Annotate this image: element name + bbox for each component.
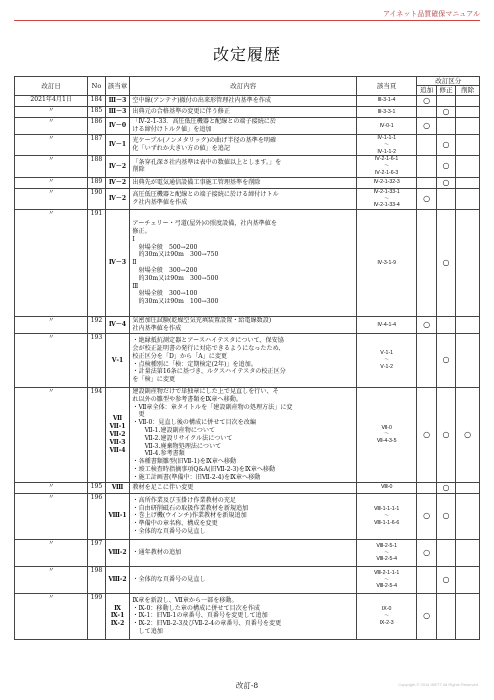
cell-content-line: ・全体的な頁番号の見直し [132,528,206,536]
cell-content-line: 化「いずれか大きい方の値」を追記 [132,145,230,153]
cell-content [130,118,357,135]
cell-page [356,593,416,639]
cell-add: ○ [417,593,436,639]
cell-content [130,493,357,539]
header-category: 改訂区分 [417,77,480,86]
cell-page-line: Ⅳ-1-1-1 [377,135,396,142]
cell-section: Ⅳ－0 [105,118,130,135]
table-row [15,135,480,156]
cell-content-line: Ⅰ [132,235,135,243]
cell-content-line: ・通年教材の追加 [132,548,182,556]
table-row [15,388,480,483]
cell-page-line: Ⅸ-0 [381,606,392,613]
cell-no: 186 [88,118,105,135]
cell-page-line: Ⅷ-0 [380,484,393,491]
cell-content-line: Ⅶ-1.建設副産物について [132,427,216,435]
cell-content-line: ・竣工検査時指摘事項Q&A(旧Ⅶ-2-3)をⅨ章へ移動 [132,466,276,474]
cell-page-line: Ⅳ-2-1-33-1 [373,188,400,195]
header-content: 改訂内容 [130,77,357,96]
cell-content-line: Ⅱ [132,259,137,267]
cell-delete [456,482,480,493]
cell-section: Ⅴ-1 [105,334,130,388]
table-row [15,177,480,188]
cell-content-line: 出典先が電気通信設備工事施工管理基準を削除 [132,178,261,186]
cell-page [356,118,416,135]
cell-content-line: 社内基準値を作成 [132,325,182,333]
cell-no: 192 [88,317,105,334]
cell-no: 193 [88,334,105,388]
cell-content-line: 光ケーブル(ノンメタリック)の曲げ半径の基準を明確 [132,137,277,145]
table-row [15,106,480,117]
cell-content-line: ・準備中の章名称、構成を変更 [132,520,218,528]
cell-date: 〃 [15,493,88,539]
cell-page-line: Ⅳ-2-1-6-3 [375,169,399,176]
cell-add: ○ [417,118,436,135]
cell-section: Ⅳ－1 [105,135,130,156]
cell-content [130,593,357,639]
cell-section: Ⅷ [105,482,130,493]
cell-page-line: ～ [384,195,390,202]
cell-content [130,334,357,388]
cell-no: 187 [88,135,105,156]
cell-content [130,95,357,106]
cell-no: 196 [88,493,105,539]
cell-content-line: 「Ⅳ-2-1-33．高圧低圧機器と配線との端子接続に於 [132,118,276,126]
cell-content-line: ・Ⅸ-2：旧Ⅶ-2-3及びⅦ-2-4の章番号、頁番号を変更 [132,620,282,628]
cell-page [356,188,416,209]
copyright: Copyright © 2014 INETT All Rights Reserved [398,682,478,687]
cell-modify [436,539,455,566]
cell-page [356,539,416,566]
cell-add [417,334,436,388]
cell-delete [456,493,480,539]
cell-page-line: Ⅳ-2-1-32-3 [373,179,400,186]
cell-date: 〃 [15,135,88,156]
cell-section: Ⅷ-1 [105,493,130,539]
cell-content-line: ・Ⅶ-0：見直し後の構成に併せて目次を改編 [132,419,256,427]
cell-page-line: Ⅳ-3-1-9 [377,259,396,266]
cell-delete [456,106,480,117]
cell-content-line: ・各種書類雛型(旧Ⅶ-1)をⅨ章へ移動 [132,458,237,466]
table-row [15,188,480,209]
cell-content-line: 空中線(アンテナ)撤付の出来形管理社内基準を作成 [132,96,271,104]
cell-content-line: 射場全般 300→200 [132,266,198,274]
cell-content-line: ・点検種別に「検：定期検定(2年)」を追加。 [132,360,257,368]
cell-modify: ○ [436,156,455,177]
cell-content-line: 修正。 [132,227,151,235]
cell-content-line: して追加 [132,628,163,636]
cell-modify [436,317,455,334]
cell-delete [456,177,480,188]
cell-page-line: Ⅳ-2-1-6-1 [375,156,399,163]
cell-content [130,317,357,334]
cell-no: 194 [88,388,105,483]
cell-no: 197 [88,539,105,566]
table-row [15,482,480,493]
cell-page-line: Ⅷ-2-5-4 [376,556,397,563]
cell-content-line: 的30m又は90m 100→300 [132,298,219,306]
cell-page-line: Ⅳ-2-1-33-4 [373,202,400,209]
cell-page [356,482,416,493]
page-title: 改定履歴 [212,45,281,64]
cell-add [417,210,436,317]
cell-date: 〃 [15,388,88,483]
cell-page-line: ～ [384,357,390,364]
cell-date: 〃 [15,156,88,177]
cell-content-line: 出典元の合格基準の変更に伴う修正 [132,108,230,116]
cell-content [130,135,357,156]
cell-add [417,156,436,177]
cell-content-line: Ⅲ [132,282,139,290]
cell-content-line: 教材を足こに伴い変更 [132,483,194,491]
cell-section: Ⅳ－3 [105,210,130,317]
cell-no: 191 [88,210,105,317]
cell-delete [456,539,480,566]
cell-modify [436,118,455,135]
table-body [15,95,480,639]
cell-page-line: Ⅷ-1-1-6-6 [374,519,400,526]
cell-page-line: Ⅸ-2-3 [379,619,394,626]
cell-page-line: Ⅷ-2-1-1-1 [374,569,400,576]
cell-content [130,566,357,593]
cell-content [130,188,357,209]
cell-content-line: 建設副産物だけで単独章にした上で見直しを行い、そ [132,388,279,396]
cell-page-line: ～ [384,431,390,438]
cell-page-line: Ⅳ-0-1 [379,122,394,129]
cell-content [130,156,357,177]
cell-add [417,106,436,117]
header-date: 改訂日 [15,77,88,96]
cell-no: 199 [88,593,105,639]
cell-page-line: ～ [384,163,390,170]
cell-date: 〃 [15,334,88,388]
cell-no: 188 [88,156,105,177]
revision-history-table [14,76,480,640]
cell-page [356,210,416,317]
cell-modify [436,188,455,209]
table-row [15,118,480,135]
cell-content-line: ク社内基準値を作成 [132,198,188,206]
cell-content-line: 気密加圧試験(乾燥空気充填装置設置・給電線数設) [132,317,272,325]
cell-delete [456,566,480,593]
cell-delete [456,118,480,135]
table-row [15,334,480,388]
cell-add: ○ [417,493,436,539]
header-rule [14,20,480,21]
cell-content-line: 射場全般 500→200 [132,243,198,251]
cell-modify: ○ [436,177,455,188]
cell-content-line: Ⅶ-2.建設リサイクル法について [132,434,233,442]
cell-delete [456,334,480,388]
cell-add [417,566,436,593]
cell-delete [456,95,480,106]
cell-modify: ○ [436,106,455,117]
cell-content-line: 「条穿孔深さ社内基準は表中の数値以上とします。」を [132,158,282,166]
cell-date: 〃 [15,188,88,209]
cell-page-line: Ⅴ-1-1 [380,350,394,357]
cell-modify [436,95,455,106]
cell-add [417,177,436,188]
cell-content-line: ・自由研削砥石の取扱作業教材を新規追加 [132,504,249,512]
cell-date: 〃 [15,317,88,334]
cell-content-line: ・Ⅸ-1：旧Ⅶ-1の章番号、頁番号を変更して追加 [132,612,268,620]
cell-add [417,135,436,156]
cell-section: Ⅸ Ⅸ-1 Ⅸ-2 [105,593,130,639]
cell-date: 〃 [15,210,88,317]
cell-content-line: れ以外の雛型や参考書類をⅨ章へ移動。 [132,395,242,403]
cell-modify: ○ [436,210,455,317]
cell-content [130,482,357,493]
table-row [15,95,480,106]
cell-page-line: ～ [384,141,390,148]
cell-page-line: ～ [384,549,390,556]
cell-content-line: ・絶縁抵抗測定器とアースハイテスタについて、保安協 [132,337,284,345]
cell-date: 〃 [15,482,88,493]
cell-delete [456,135,480,156]
cell-content-line: ・計量法第16条に基づき、ルクスハイテスタの校正区分 [132,368,286,376]
cell-content [130,388,357,483]
cell-add [417,482,436,493]
cell-section: Ⅷ-2 [105,539,130,566]
cell-section: Ⅳ－2 [105,188,130,209]
cell-delete [456,156,480,177]
cell-no: 185 [88,106,105,117]
cell-modify: ○ [436,566,455,593]
cell-section: Ⅷ-2 [105,566,130,593]
cell-modify: ○ [436,482,455,493]
cell-page-line: Ⅲ-3-1-4 [377,97,396,104]
cell-content-line: Ⅶ-3.廃棄物処理法について [132,442,222,450]
cell-content-line: 更 [132,411,145,419]
cell-content-line: 校正区分を「D」から「A」に変更 [132,352,228,360]
cell-page [356,156,416,177]
cell-no: 184 [88,95,105,106]
cell-page [356,135,416,156]
cell-page-line: ～ [384,576,390,583]
cell-no: 198 [88,566,105,593]
cell-modify: ○ [436,135,455,156]
cell-delete: ○ [456,388,480,483]
table-row [15,539,480,566]
cell-page [356,566,416,593]
cell-content [130,106,357,117]
table-row [15,593,480,639]
cell-delete [456,317,480,334]
cell-content-line: ・巻上げ機(ウインチ)作業教材を新規追加 [132,512,247,520]
cell-content-line: 削除 [132,166,145,174]
cell-add: ○ [417,317,436,334]
cell-delete [456,188,480,209]
table-row [15,566,480,593]
table-row [15,493,480,539]
cell-page-line: ～ [384,613,390,619]
cell-content-line: を「検」に変更 [132,376,176,384]
cell-add: ○ [417,95,436,106]
cell-add: ○ [417,539,436,566]
cell-page [356,388,416,483]
cell-modify: ○ [436,334,455,388]
cell-page-line: Ⅳ-1-1-2 [377,148,396,155]
cell-content-line: 的30m又は90m 300→750 [132,251,219,259]
cell-modify: ○ [436,493,455,539]
header-modify: 修正 [436,86,455,95]
cell-page-line: Ⅶ-4-3-5 [376,438,397,445]
cell-section: Ⅲ－3 [105,106,130,117]
cell-page-line: Ⅲ-3-3-1 [377,108,396,115]
cell-content [130,210,357,317]
page-footer: 改訂-8 [235,681,259,690]
cell-content-line: Ⅶ-4.参考書類 [132,450,185,458]
header-no: No [88,77,105,96]
cell-section: Ⅳ－2 [105,177,130,188]
cell-content-line: ける締付けトルク値」を追加 [132,126,212,134]
cell-date: 〃 [15,106,88,117]
cell-date: 〃 [15,593,88,639]
cell-content-line: 的30m又は90m 300→500 [132,274,219,282]
cell-content-line: Ⅸ章を新設し、Ⅶ章から一部を移動。 [132,596,238,604]
cell-section: Ⅳ－2 [105,156,130,177]
cell-section: Ⅳ－4 [105,317,130,334]
cell-date: 〃 [15,539,88,566]
cell-page-line: Ⅷ-2-5-4 [376,583,397,590]
cell-page [356,95,416,106]
cell-page-line: Ⅷ-1-1-1-1 [374,506,400,513]
header-delete: 削除 [456,86,480,95]
cell-content-line: 会が校正証明書の発行に対応できるようになったため、 [132,344,285,352]
cell-content-line: ・施工計画書(準備中：旧Ⅶ-2-4)をⅨ章へ移動 [132,473,261,481]
cell-modify [436,593,455,639]
cell-page-line: Ⅳ-4-1-4 [377,321,396,328]
cell-page-line: Ⅷ-2-5-1 [376,542,397,549]
cell-content-line: ・Ⅸ-0：移動した章の構成に併せて目次を作成 [132,604,261,612]
cell-page [356,334,416,388]
cell-date: 〃 [15,566,88,593]
cell-section: Ⅲ－3 [105,95,130,106]
cell-content-line: ・全体的な頁番号の見直し [132,575,206,583]
cell-content [130,177,357,188]
cell-modify: ○ [436,388,455,483]
table-row [15,210,480,317]
cell-no: 190 [88,188,105,209]
cell-page [356,493,416,539]
cell-content-line: 高圧低圧機器と配線との端子接続に於ける締付けトル [132,191,279,199]
cell-date: 〃 [15,177,88,188]
cell-add: ○ [417,388,436,483]
cell-page-line: Ⅴ-1-2 [380,363,394,370]
header-add: 追加 [417,86,436,95]
table-row [15,156,480,177]
cell-section: Ⅶ Ⅶ-1 Ⅶ-2 Ⅶ-3 Ⅶ-4 [105,388,130,483]
cell-delete [456,210,480,317]
header-section: 該当章 [105,77,130,96]
cell-content-line: ・高所作業及び玉掛け作業教材の充足 [132,496,237,504]
cell-no: 195 [88,482,105,493]
cell-page [356,106,416,117]
cell-page [356,177,416,188]
cell-add: ○ [417,188,436,209]
cell-date: 2021年4月1日 [15,95,88,106]
cell-content [130,539,357,566]
cell-page [356,317,416,334]
cell-delete [456,593,480,639]
cell-content-line: アーチェリー・弓道(屋外)の照度設備，社内基準値を [132,220,277,228]
cell-page-line: Ⅶ-0 [381,424,392,431]
cell-no: 189 [88,177,105,188]
cell-content-line: 射場全般 300→100 [132,290,198,298]
manual-title: アイネット品質確保マニュアル [382,11,480,18]
header-page: 該当頁 [356,77,416,96]
table-row [15,317,480,334]
cell-date: 〃 [15,118,88,135]
cell-content-line: ・Ⅶ章全体：章タイトルを「建設副産物の処理方法」に変 [132,403,293,411]
cell-page-line: ～ [384,513,390,519]
